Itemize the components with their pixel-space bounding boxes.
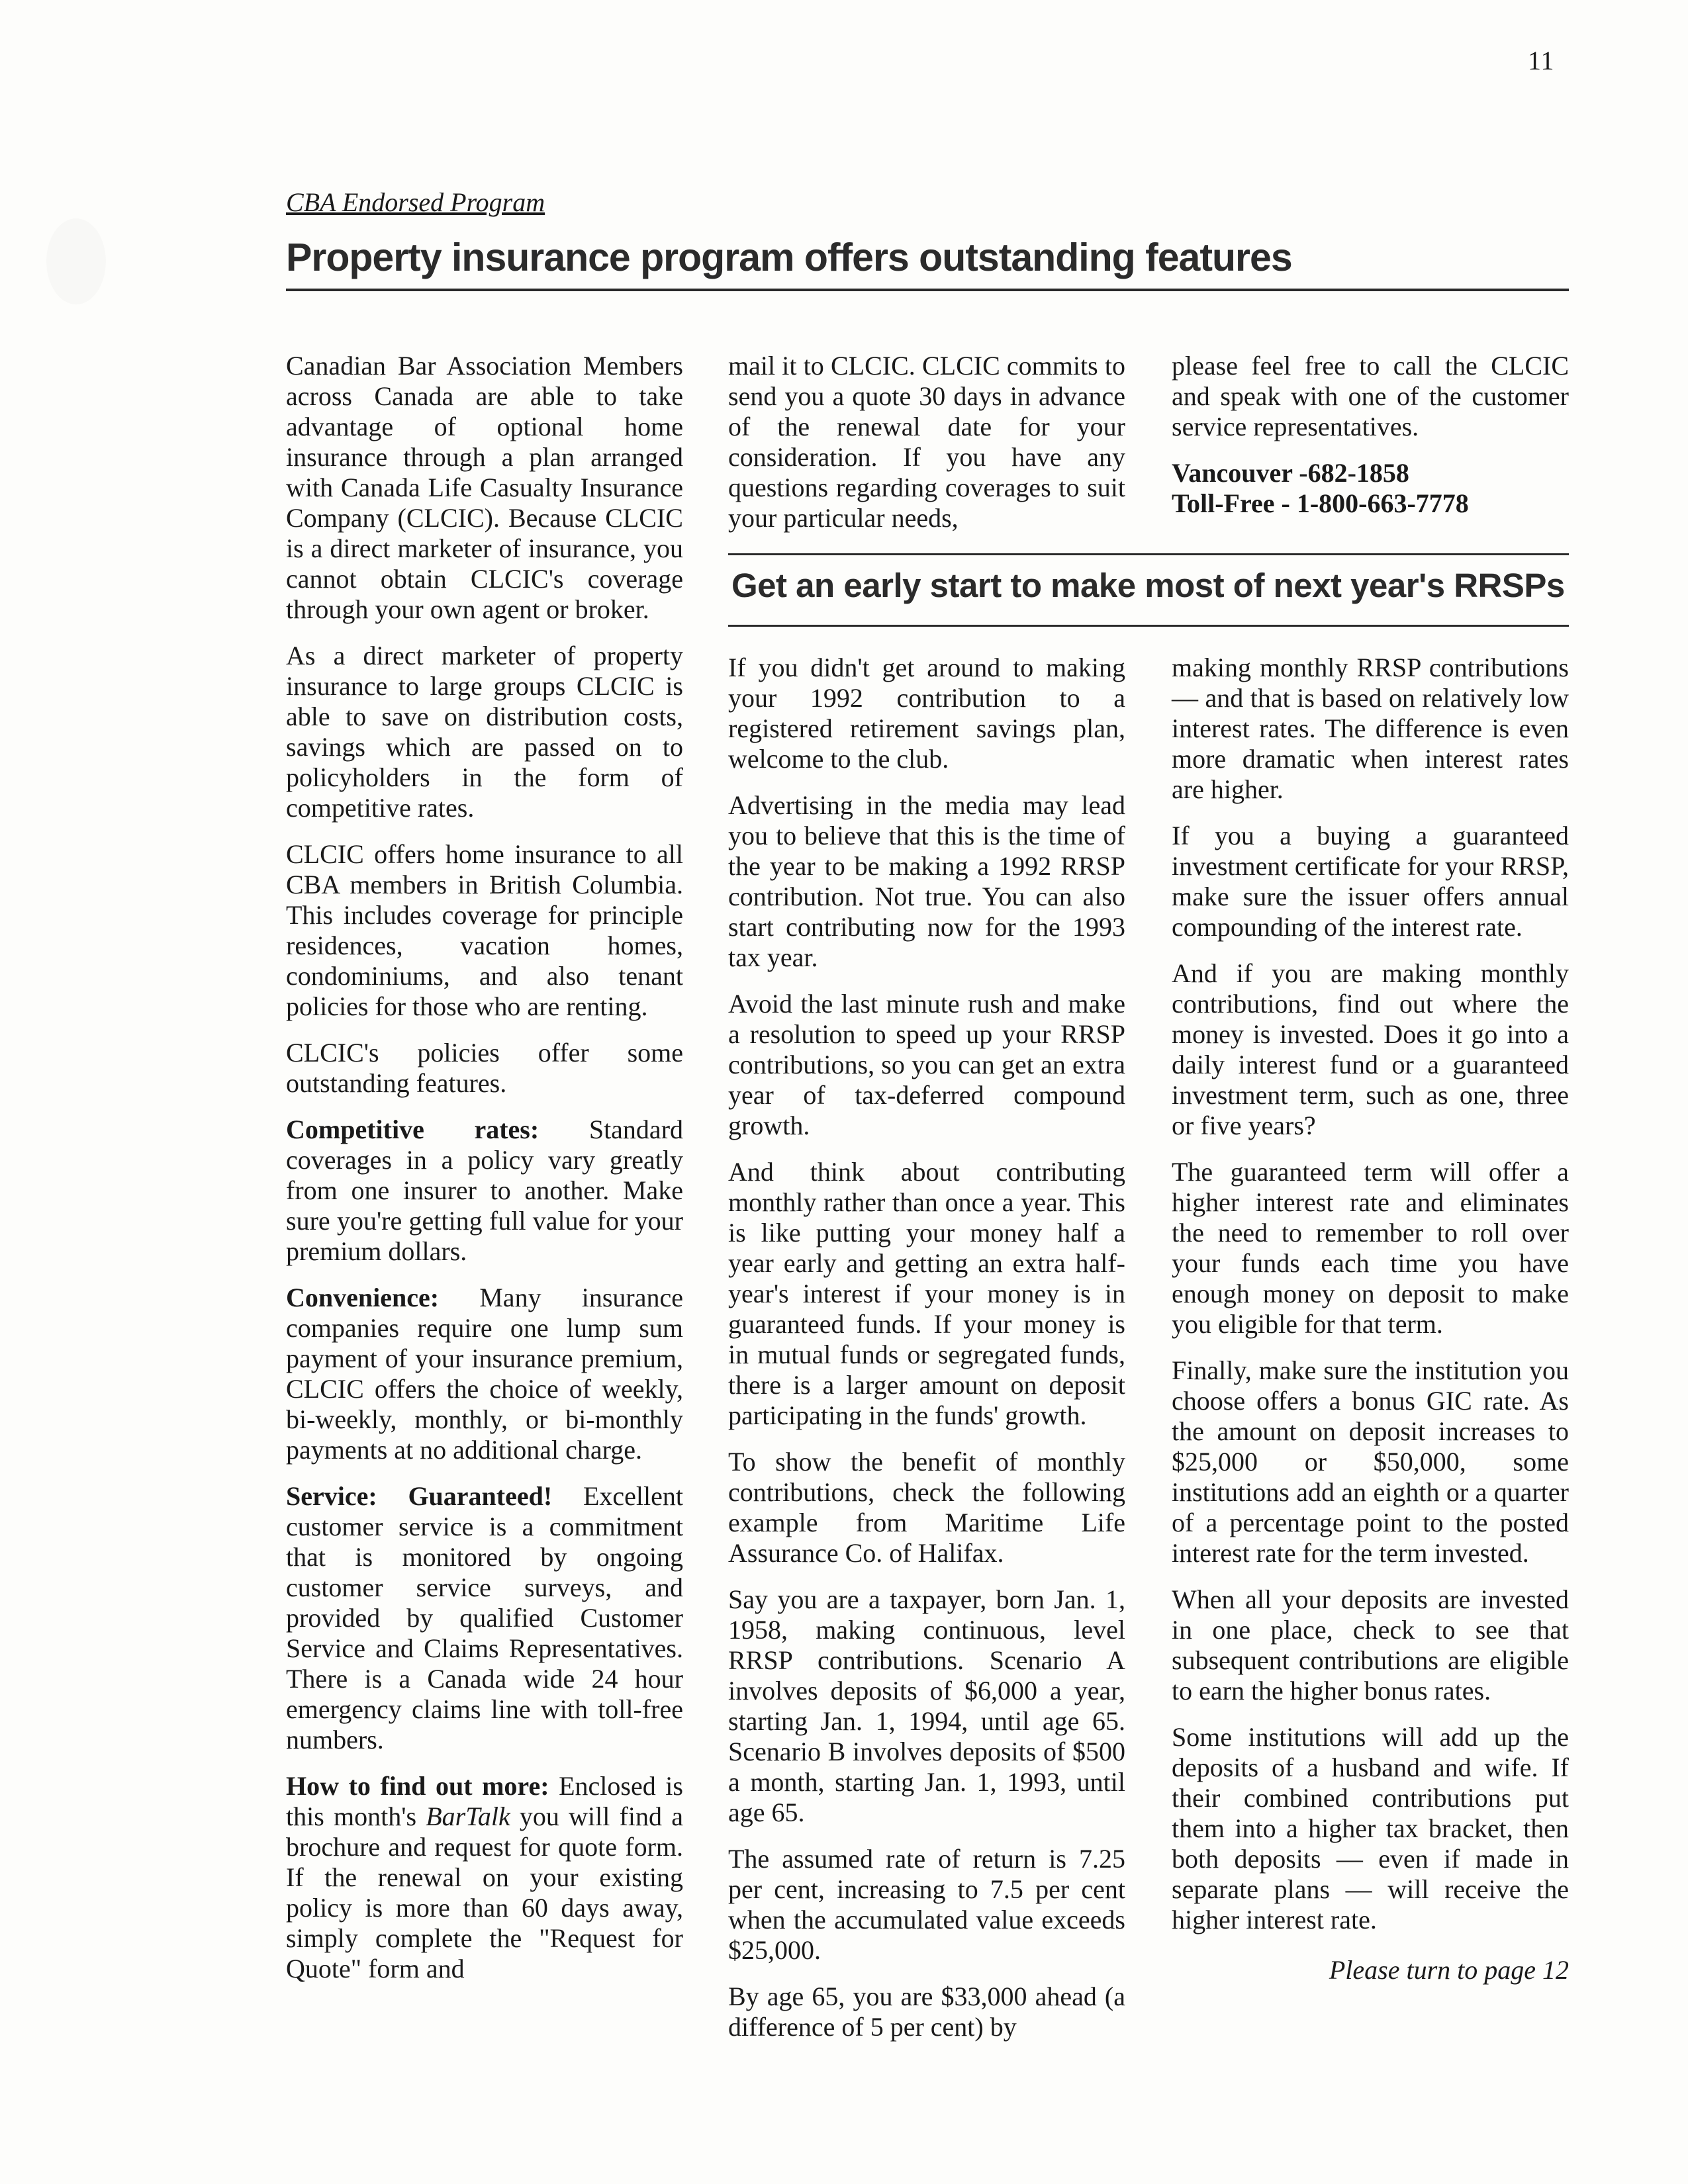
paragraph: By age 65, you are $33,000 ahead (a difference of 5 per cent) by: [728, 1981, 1125, 2042]
paragraph: Advertising in the media may lead you to believe that this is the time of the year to be making a 1992 RRSP contribution. Not true. You can also start contributing now for the 1993 tax year.: [728, 790, 1125, 972]
article2-headline: Get an early start to make most of next year's RRSPs: [731, 567, 1565, 604]
paragraph-body: Many insurance companies require one lump sum payment of your insurance premium, CLCIC offers the choice of weekly, bi-weekly, monthly, or bi-monthly payments at no additional charge.: [286, 1283, 683, 1465]
paragraph: The assumed rate of return is 7.25 per cent, increasing to 7.5 per cent when the accumulated value exceeds $25,000.: [728, 1844, 1125, 1965]
paragraph: If you a buying a guaranteed investment certificate for your RRSP, make sure the issuer offers annual compounding of the interest rate.: [1172, 821, 1569, 942]
paragraph: As a direct marketer of property insurance to large groups CLCIC is able to save on distribution costs, savings which are passed on to policyholders in the form of competitive rates.: [286, 641, 683, 823]
paragraph: And think about contributing monthly rather than once a year. This is like putting your money half a year early and getting an extra half-year's interest if your money is in guaranteed funds. If your money is in mutual funds or segregated funds, there is a larger amount on deposit participating in the funds' growth.: [728, 1157, 1125, 1430]
paragraph: And if you are making monthly contributions, find out where the money is invested. Does it go into a daily interest fund or a guaranteed investment term, such as one, three or five years?: [1172, 958, 1569, 1140]
contact-toll-free: Toll-Free - 1-800-663-7778: [1172, 488, 1469, 518]
paragraph-lead: Convenience:: [286, 1283, 440, 1312]
section-rule-bottom: [728, 625, 1569, 627]
contact-vancouver: Vancouver -682-1858: [1172, 458, 1409, 488]
article-headline: Property insurance program offers outstanding features: [286, 236, 1292, 279]
section-kicker: CBA Endorsed Program: [286, 187, 545, 217]
paragraph: Canadian Bar Association Members across Canada are able to take advantage of optional home insurance through a plan arranged with Canada Life Casualty Insurance Company (CLCIC). Because CLCIC is a direct marketer of insurance, you cannot obtain CLCIC's coverage through your own agent or broker.: [286, 351, 683, 624]
paragraph: [286, 1481, 683, 1755]
section-rule-top: [728, 553, 1569, 555]
paragraph: mail it to CLCIC. CLCIC commits to send you a quote 30 days in advance of the renewal date for your consideration. If you have any questions regarding coverages to suit your particular needs,: [728, 351, 1125, 533]
paragraph-lead: How to find out more:: [286, 1771, 549, 1801]
paragraph: CLCIC's policies offer some outstanding features.: [286, 1038, 683, 1098]
continued-notice: Please turn to page 12: [1329, 1955, 1569, 1985]
article1-column-1: [286, 351, 683, 2000]
article1-column-3: [1172, 351, 1569, 519]
paragraph: To show the benefit of monthly contributions, check the following example from Maritime Life Assurance Co. of Halifax.: [728, 1447, 1125, 1568]
paragraph-lead: Service: Guaranteed!: [286, 1481, 553, 1511]
paragraph: Some institutions will add up the deposits of a husband and wife. If their combined contributions put them into a higher tax bracket, then both deposits — even if made in separate plans — will receive the higher interest rate.: [1172, 1722, 1569, 1934]
paragraph: [286, 1115, 683, 1267]
article2-column-1: [728, 653, 1125, 2058]
paragraph: [286, 1283, 683, 1465]
paragraph: Say you are a taxpayer, born Jan. 1, 1958, making continuous, level RRSP contributions. Scenario A involves deposits of $6,000 a year, starting Jan. 1, 1994, until age 65. Scenario B involves deposits of $500 a month, starting Jan. 1, 1993, until age 65.: [728, 1584, 1125, 1827]
page-number: 11: [1528, 46, 1555, 75]
paragraph: please feel free to call the CLCIC and speak with one of the customer service representatives.: [1172, 351, 1569, 441]
paragraph: making monthly RRSP contributions — and that is based on relatively low interest rates. The difference is even more dramatic when interest rates are higher.: [1172, 653, 1569, 804]
paragraph-body: you will find a brochure and request for quote form. If the renewal on your existing policy is more than 60 days away, simply complete the "Request for Quote" form and: [286, 1801, 684, 1983]
publication-title: BarTalk: [426, 1801, 510, 1831]
paragraph: If you didn't get around to making your 1992 contribution to a registered retirement savings plan, welcome to the club.: [728, 653, 1125, 774]
article2-column-2: [1172, 653, 1569, 1985]
scan-mark: [46, 218, 106, 304]
paragraph: When all your deposits are invested in one place, check to see that subsequent contributions are eligible to earn the higher bonus rates.: [1172, 1584, 1569, 1706]
paragraph: CLCIC offers home insurance to all CBA members in British Columbia. This includes coverage for principle residences, vacation homes, condominiums, and also tenant policies for those who are renting.: [286, 839, 683, 1021]
paragraph: The guaranteed term will offer a higher interest rate and eliminates the need to remember to roll over your funds each time you have enough money on deposit to make you eligible for that term.: [1172, 1157, 1569, 1339]
paragraph: Finally, make sure the institution you choose offers a bonus GIC rate. As the amount on deposit increases to $25,000 or $50,000, some institutions add an eighth or a quarter of a percentage point to the posted interest rate for the term invested.: [1172, 1355, 1569, 1568]
headline-rule: [286, 289, 1569, 291]
paragraph-lead: Competitive rates:: [286, 1115, 539, 1144]
paragraph-body: Excellent customer service is a commitment that is monitored by ongoing customer service surveys, and provided by qualified Customer Service and Claims Representatives. There is a Canada wide 24 hour emergency claims line with toll-free numbers.: [286, 1481, 683, 1754]
paragraph-body: Enclosed is this month's: [286, 1771, 683, 1831]
paragraph: [286, 1771, 683, 1984]
paragraph-body: Standard coverages in a policy vary greatly from one insurer to another. Make sure you're getting full value for your premium dollars.: [286, 1115, 684, 1266]
article1-column-2: [728, 351, 1125, 549]
paragraph: Avoid the last minute rush and make a resolution to speed up your RRSP contributions, so you can get an extra year of tax-deferred compound growth.: [728, 989, 1125, 1140]
